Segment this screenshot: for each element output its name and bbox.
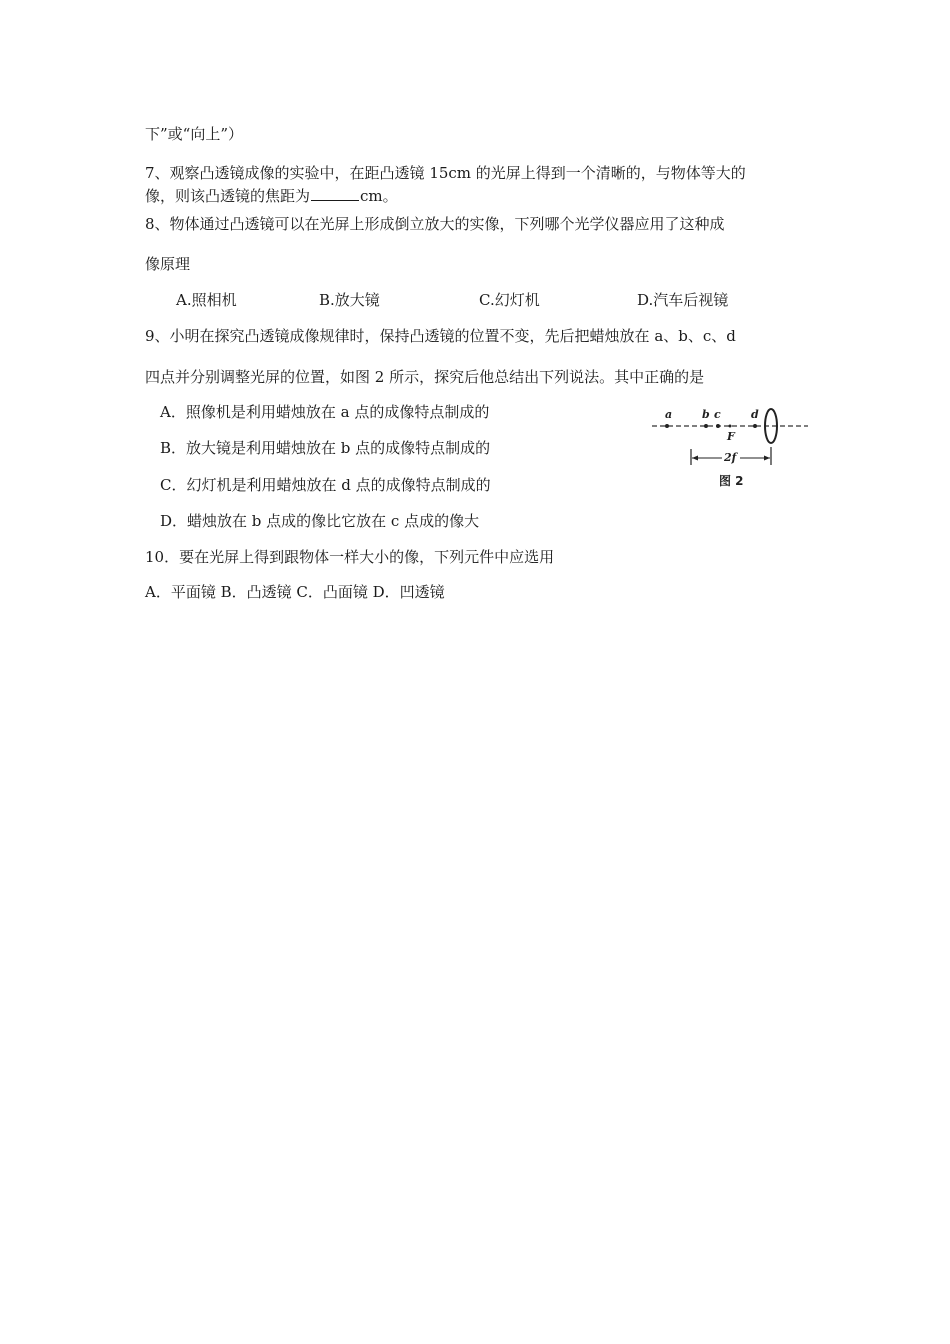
q8-option-a: A.照相机 <box>176 291 237 309</box>
dimension-arrow-right-icon <box>764 456 770 461</box>
q10-stem: 10．要在光屏上得到跟物体一样大小的像，下列元件中应选用 <box>145 548 555 566</box>
q8-line1: 8、物体通过凸透镜可以在光屏上形成倒立放大的实像，下列哪个光学仪器应用了这种成 <box>145 215 725 233</box>
point-a-dot <box>665 424 669 428</box>
point-d-dot <box>753 424 757 428</box>
point-b-dot <box>704 424 708 428</box>
q7-line2-text: 像，则该凸透镜的焦距为 <box>145 187 311 205</box>
figure-caption: 图 2 <box>719 474 744 488</box>
point-c-dot <box>716 424 720 428</box>
distance-label: 2f <box>724 451 737 464</box>
q8-option-b: B.放大镜 <box>319 291 380 309</box>
q9-option-c: C．幻灯机是利用蜡烛放在 d 点的成像特点制成的 <box>160 476 491 494</box>
q7-answer-blank <box>311 186 359 201</box>
figure-2-lens-diagram <box>650 403 810 493</box>
point-b-label: b <box>702 408 710 421</box>
q7-line1: 7、观察凸透镜成像的实验中，在距凸透镜 15cm 的光屏上得到一个清晰的，与物体等大的 <box>145 164 746 182</box>
focus-label: F <box>727 430 735 443</box>
q8-option-d: D.汽车后视镜 <box>637 291 729 309</box>
dimension-arrow-left-icon <box>692 456 698 461</box>
q8-line2: 像原理 <box>145 255 191 273</box>
q9-option-b: B．放大镜是利用蜡烛放在 b 点的成像特点制成的 <box>160 439 491 457</box>
q6-continuation: 下”或“向上”） <box>145 125 244 143</box>
focus-dot <box>729 425 732 428</box>
q8-option-c: C.幻灯机 <box>479 291 540 309</box>
q9-line1: 9、小明在探究凸透镜成像规律时，保持凸透镜的位置不变，先后把蜡烛放在 a、b、c、d <box>145 327 736 345</box>
q7-unit: cm。 <box>360 187 398 205</box>
point-a-label: a <box>665 408 673 421</box>
q9-option-a: A．照像机是利用蜡烛放在 a 点的成像特点制成的 <box>160 403 490 421</box>
q10-options: A．平面镜 B．凸透镜 C．凸面镜 D．凹透镜 <box>145 583 445 601</box>
q9-option-d: D．蜡烛放在 b 点成的像比它放在 c 点成的像大 <box>160 512 480 530</box>
q7-line2 <box>145 186 398 206</box>
point-d-label: d <box>751 408 759 421</box>
q9-line2: 四点并分别调整光屏的位置，如图 2 所示，探究后他总结出下列说法。其中正确的是 <box>145 368 705 386</box>
point-c-label: c <box>714 408 721 421</box>
